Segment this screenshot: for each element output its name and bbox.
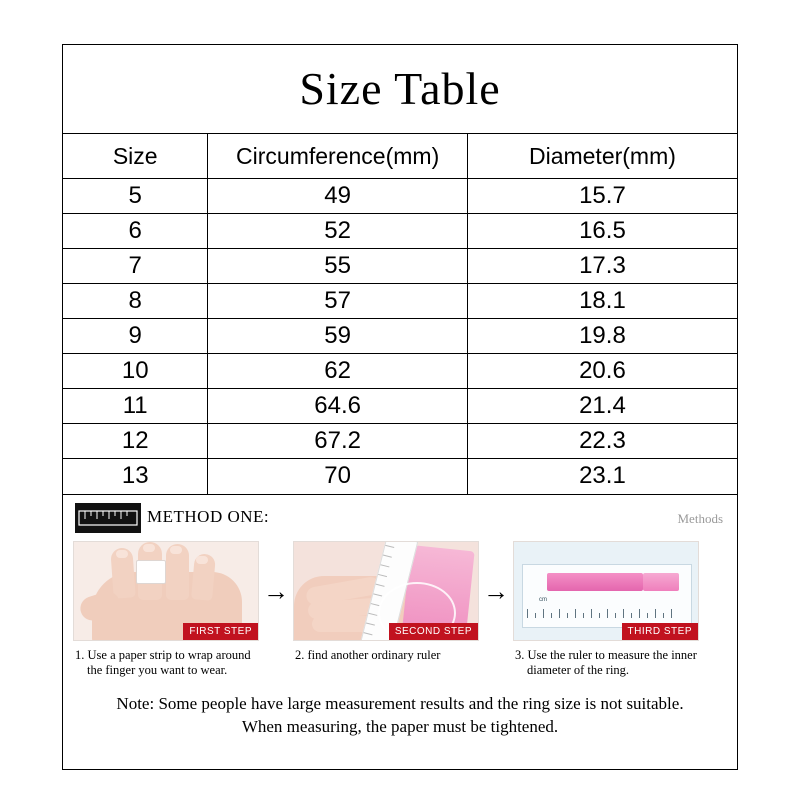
cell-size: 9: [63, 319, 208, 354]
cell-circumference: 49: [208, 179, 467, 214]
table-header-row: [63, 134, 737, 179]
table-row: [63, 249, 737, 284]
step-two-photo: [293, 541, 479, 641]
step-two-caption-line1: find another ordinary ruler: [307, 647, 441, 662]
method-one-label: METHOD ONE:: [147, 506, 270, 526]
table-row: [63, 389, 737, 424]
note-text: [63, 692, 737, 738]
cell-diameter: 17.3: [467, 249, 737, 284]
step-two: [293, 541, 479, 663]
step-one-photo: [73, 541, 259, 641]
cell-circumference: 70: [208, 459, 467, 494]
cell-diameter: 20.6: [467, 354, 737, 389]
cell-circumference: 62: [208, 354, 467, 389]
page-title: Size Table: [299, 63, 501, 114]
table-row: [63, 424, 737, 459]
step-one-number: 1.: [75, 647, 85, 662]
table-row: [63, 214, 737, 249]
column-header-size: Size: [63, 134, 208, 179]
steps-row: [63, 541, 737, 678]
step-one-badge: FIRST STEP: [183, 623, 258, 640]
step-two-badge: SECOND STEP: [389, 623, 478, 640]
column-header-circumference: Circumference(mm): [208, 134, 467, 179]
cell-size: 8: [63, 284, 208, 319]
step-three-caption: [513, 648, 699, 678]
step-three-photo: cm THIRD STEP: [513, 541, 699, 641]
cell-size: 12: [63, 424, 208, 459]
step-two-caption: [293, 648, 479, 663]
step-one-caption-line2: the finger you want to wear.: [87, 662, 228, 677]
arrow-two-icon: →: [483, 575, 509, 606]
table-row: [63, 459, 737, 494]
step-three-badge: THIRD STEP: [622, 623, 698, 640]
methods-label: Methods: [677, 510, 723, 526]
method-header: [63, 495, 737, 541]
cell-circumference: 67.2: [208, 424, 467, 459]
cell-diameter: 22.3: [467, 424, 737, 459]
arrow-one-icon: →: [263, 575, 289, 606]
cell-diameter: 16.5: [467, 214, 737, 249]
cell-size: 5: [63, 179, 208, 214]
step-one-caption-line1: Use a paper strip to wrap around: [87, 647, 251, 662]
step-three-caption-line1: Use the ruler to measure the inner: [527, 647, 697, 662]
cell-diameter: 18.1: [467, 284, 737, 319]
step-three-number: 3.: [515, 647, 525, 662]
cell-circumference: 55: [208, 249, 467, 284]
step-one-caption: [73, 648, 259, 678]
cell-size: 6: [63, 214, 208, 249]
cell-diameter: 23.1: [467, 459, 737, 494]
table-row: [63, 179, 737, 214]
cell-diameter: 19.8: [467, 319, 737, 354]
cell-size: 13: [63, 459, 208, 494]
step-one: [73, 541, 259, 678]
cell-diameter: 15.7: [467, 179, 737, 214]
ruler-icon: [75, 503, 141, 533]
cell-circumference: 57: [208, 284, 467, 319]
size-table: [63, 133, 737, 494]
cell-circumference: 64.6: [208, 389, 467, 424]
note-line-1: Note: Some people have large measurement results and the ring size is not suitable.: [116, 693, 684, 713]
table-row: [63, 319, 737, 354]
methods-section: [63, 494, 737, 753]
step-two-number: 2.: [295, 647, 305, 662]
cell-size: 10: [63, 354, 208, 389]
cell-circumference: 52: [208, 214, 467, 249]
note-line-2: When measuring, the paper must be tightened.: [241, 716, 559, 736]
table-row: [63, 354, 737, 389]
step-three: [513, 541, 699, 678]
cell-diameter: 21.4: [467, 389, 737, 424]
chart-frame: [62, 44, 738, 770]
cell-circumference: 59: [208, 319, 467, 354]
cell-size: 7: [63, 249, 208, 284]
cell-size: 11: [63, 389, 208, 424]
step-three-caption-line2: diameter of the ring.: [527, 662, 630, 677]
column-header-diameter: Diameter(mm): [467, 134, 737, 179]
table-row: [63, 284, 737, 319]
